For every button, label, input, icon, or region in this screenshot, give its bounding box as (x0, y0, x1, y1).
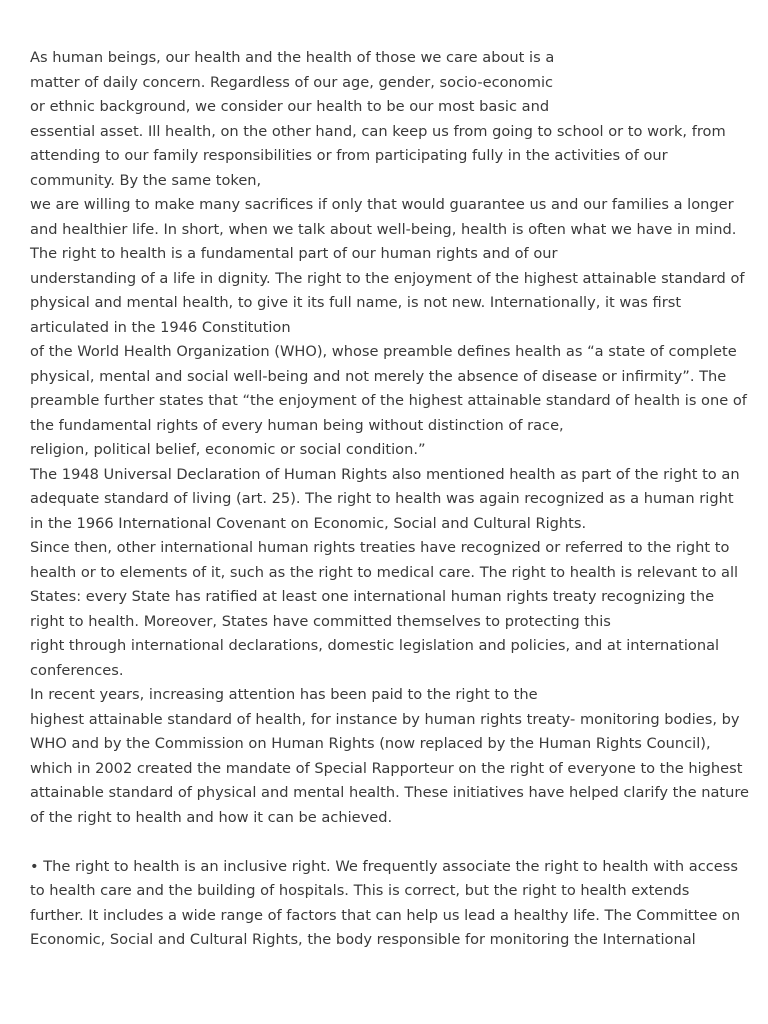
text-line: right to health. Moreover, States have committed themselves to protecting this (30, 612, 611, 630)
text-line: Since then, other international human rights treaties have recognized or referred to the right to (30, 539, 730, 556)
text-line: essential asset. Ill health, on the other hand, can keep us from going to school or to work, from (30, 122, 726, 140)
paragraph-2 (30, 855, 742, 953)
text-line: Economic, Social and Cultural Rights, the body responsible for monitoring the International (30, 931, 696, 948)
bullet-line: • The right to health is an inclusive right. We frequently associate the right to health with access (30, 857, 738, 875)
text-line: understanding of a life in dignity. The right to the enjoyment of the highest attainable standard of (30, 269, 745, 287)
text-line: community. By the same token, (30, 171, 262, 189)
text-line: articulated in the 1946 Constitution (30, 318, 291, 336)
text-line: conferences. (30, 661, 124, 679)
text-line: preamble further states that “the enjoyment of the highest attainable standard of health is one of (30, 392, 747, 409)
text-line: physical, mental and social well-being and not merely the absence of disease or infirmity”. The (30, 367, 727, 385)
text-line: we are willing to make many sacrifices if only that would guarantee us and our families a longer (30, 196, 734, 213)
paragraph-spacer (30, 830, 742, 855)
text-line: The 1948 Universal Declaration of Human Rights also mentioned health as part of the right to an (30, 465, 740, 483)
text-line: and healthier life. In short, when we talk about well-being, health is often what we have in mind. (30, 220, 737, 238)
text-line: of the right to health and how it can be achieved. (30, 808, 393, 826)
text-line: adequate standard of living (art. 25). The right to health was again recognized as a human right (30, 490, 734, 507)
text-line: further. It includes a wide range of factors that can help us lead a healthy life. The Committee on (30, 906, 741, 924)
paragraph-1 (30, 46, 750, 830)
text-line: physical and mental health, to give it its full name, is not new. Internationally, it was first (30, 294, 682, 311)
text-line: As human beings, our health and the health of those we care about is a (30, 49, 555, 66)
text-line: WHO and by the Commission on Human Rights (now replaced by the Human Rights Council), (30, 735, 711, 752)
text-line: or ethnic background, we consider our health to be our most basic and (30, 98, 550, 115)
text-line: attending to our family responsibilities or from participating fully in the activities of our (30, 147, 668, 164)
text-line: The right to health is a fundamental part of our human rights and of our (30, 245, 558, 262)
text-line: in the 1966 International Covenant on Economic, Social and Cultural Rights. (30, 514, 587, 532)
text-line: the fundamental rights of every human being without distinction of race, (30, 416, 564, 434)
text-line: matter of daily concern. Regardless of our age, gender, socio-economic (30, 73, 554, 91)
text-line: health or to elements of it, such as the right to medical care. The right to health is relevant to all (30, 563, 739, 581)
document-body (30, 46, 750, 953)
text-line: of the World Health Organization (WHO), whose preamble defines health as “a state of complete (30, 343, 737, 360)
text-line: States: every State has ratified at least one international human rights treaty recognizing the (30, 588, 715, 605)
text-line: religion, political belief, economic or social condition.” (30, 441, 426, 458)
text-line: which in 2002 created the mandate of Special Rapporteur on the right of everyone to the highest (30, 759, 743, 777)
text-line: In recent years, increasing attention has been paid to the right to the (30, 686, 538, 703)
text-line: right through international declarations, domestic legislation and policies, and at international (30, 637, 720, 654)
text-line: highest attainable standard of health, for instance by human rights treaty- monitoring bodies, by (30, 710, 740, 728)
text-line: attainable standard of physical and mental health. These initiatives have helped clarify the nature (30, 784, 750, 801)
text-line: to health care and the building of hospitals. This is correct, but the right to health extends (30, 882, 690, 899)
